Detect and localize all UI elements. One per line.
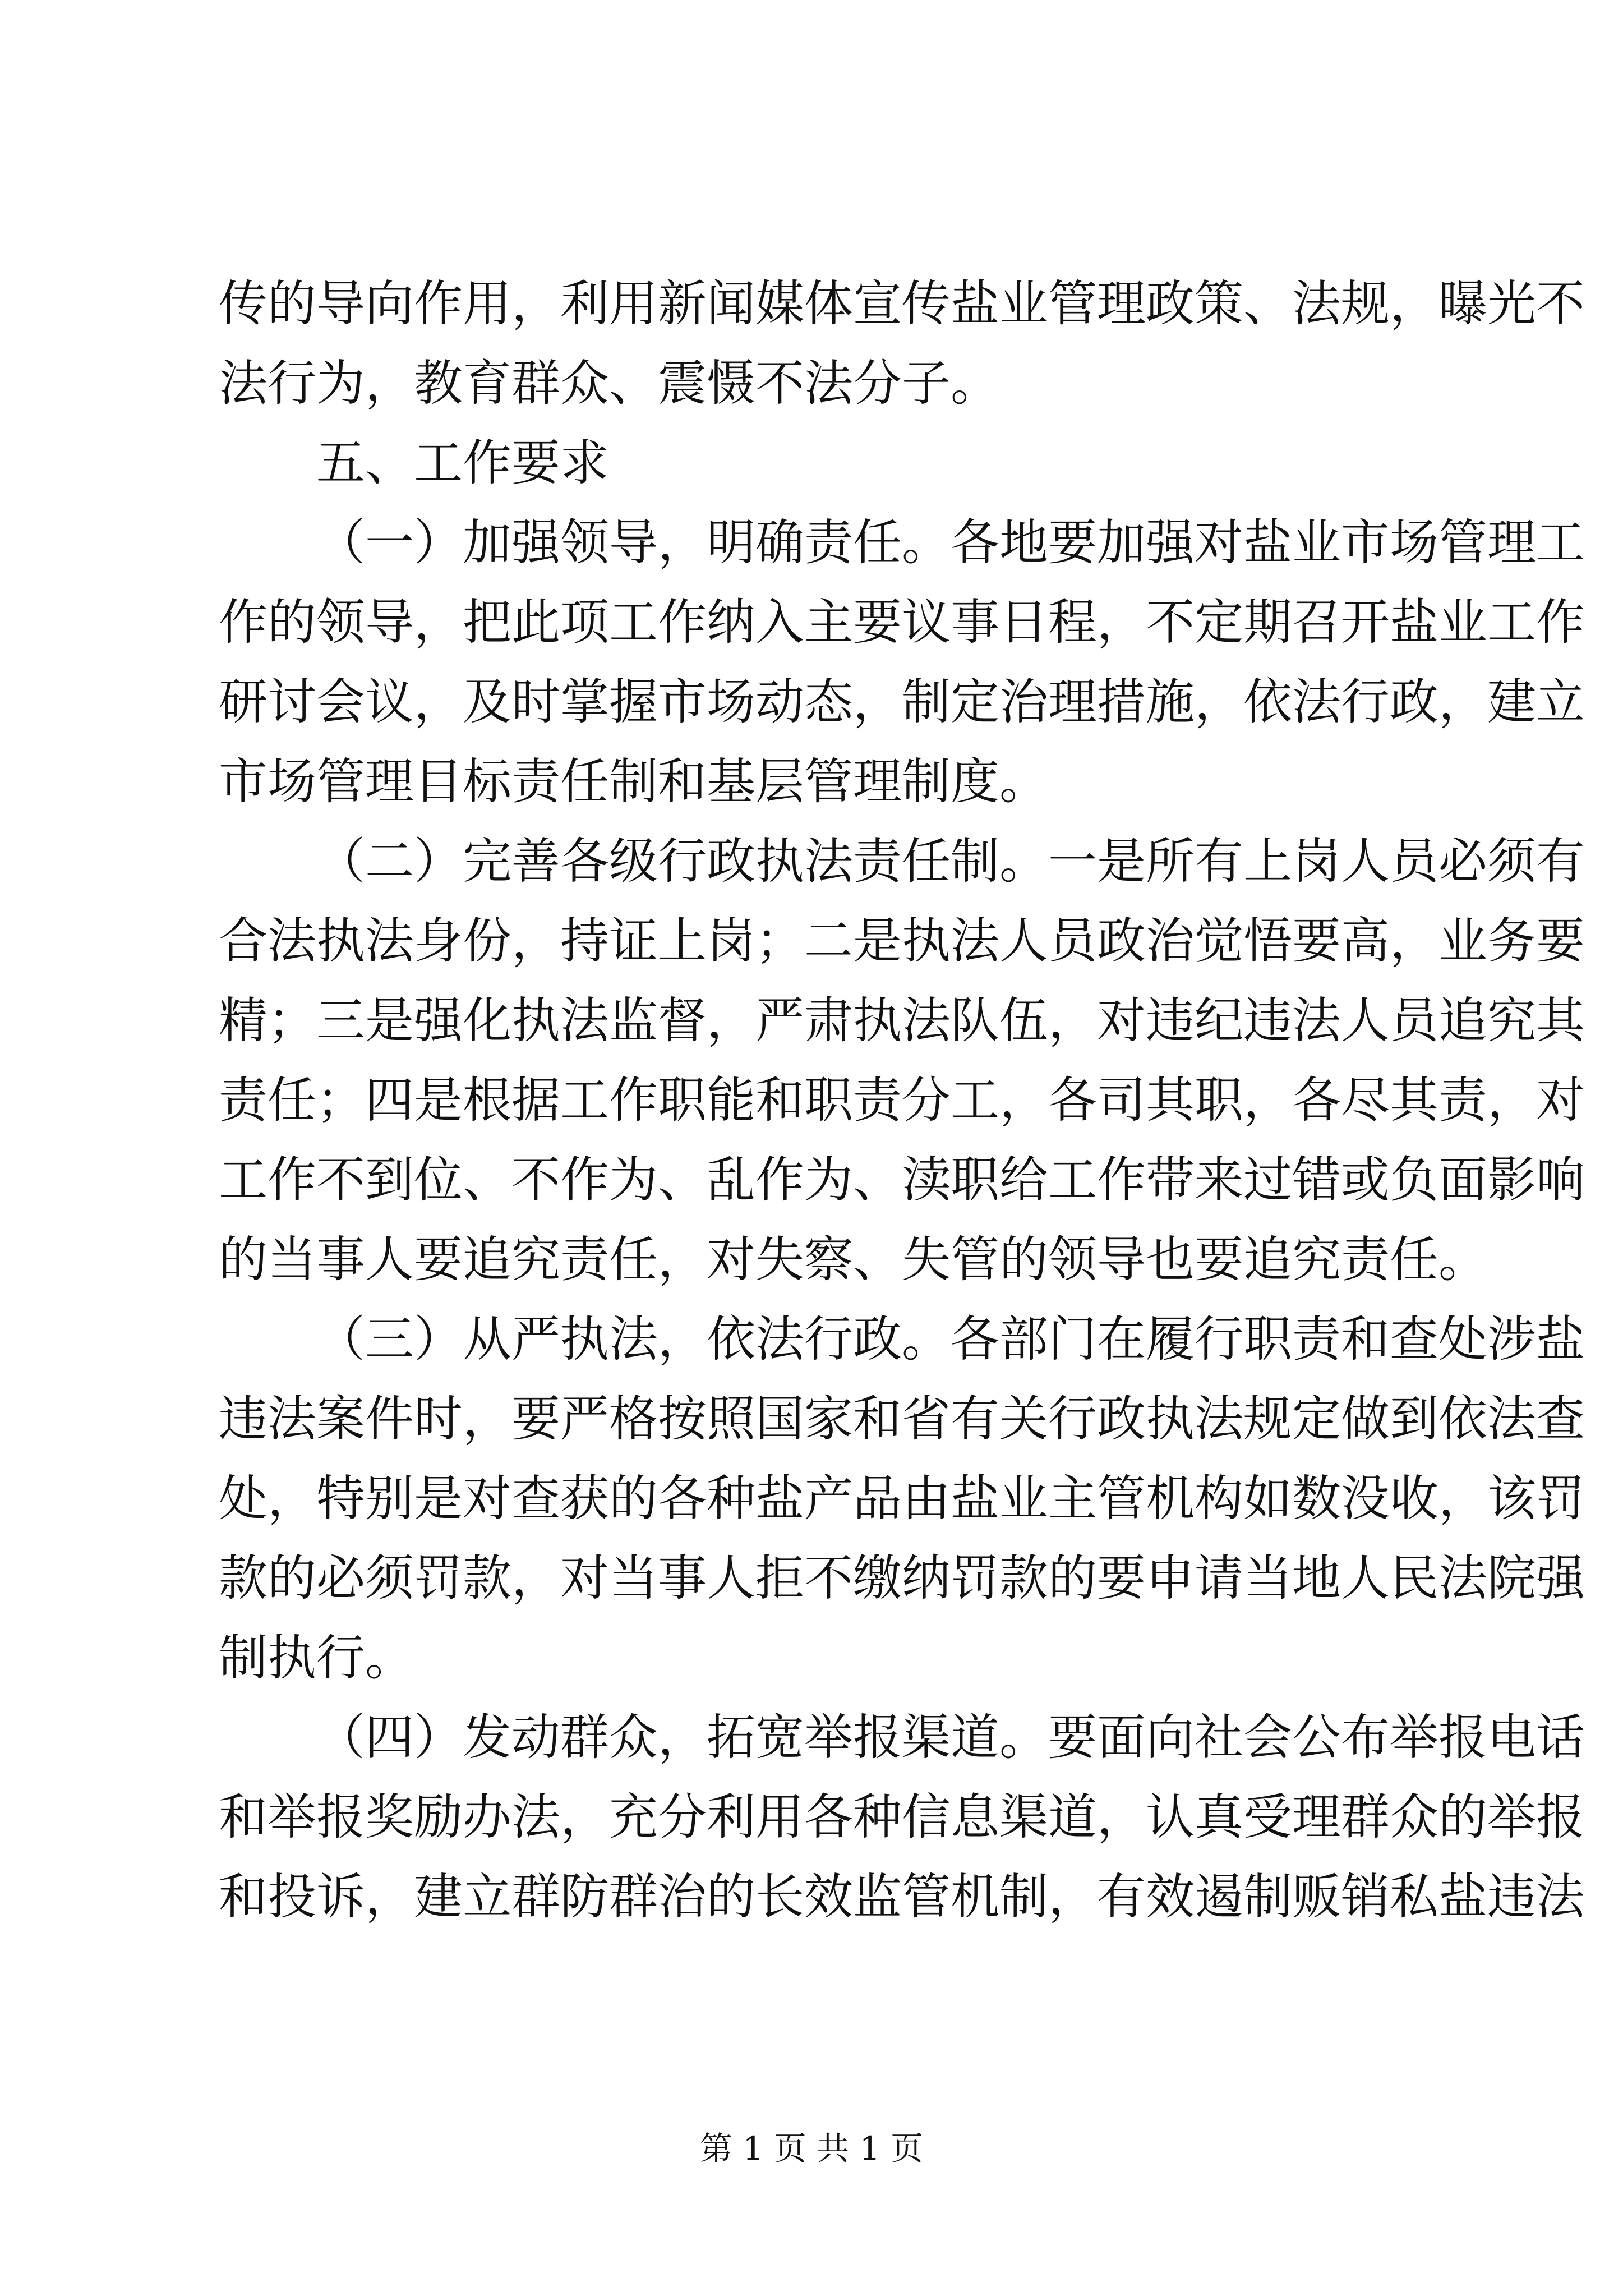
- text-line: 传的导向作用，利用新闻媒体宣传盐业管理政策、法规，曝光不: [219, 275, 1585, 332]
- text-line: 研讨会议，及时掌握市场动态，制定治理措施，依法行政，建立: [219, 673, 1585, 730]
- text-line: 制执行。: [219, 1629, 414, 1686]
- text-line: 精；三是强化执法监督，严肃执法队伍，对违纪违法人员追究其: [219, 992, 1585, 1049]
- section-heading: 五、工作要求: [316, 434, 609, 491]
- text-line: 和投诉，建立群防群治的长效监管机制，有效遏制贩销私盐违法: [219, 1868, 1585, 1925]
- document-body: [219, 264, 1585, 1936]
- text-line: （三）从严执法，依法行政。各部门在履行职责和查处涉盐: [316, 1310, 1585, 1368]
- text-line: 作的领导，把此项工作纳入主要议事日程，不定期召开盐业工作: [219, 593, 1585, 651]
- text-line: 法行为，教育群众、震慑不法分子。: [219, 355, 999, 412]
- text-line: 和举报奖励办法，充分利用各种信息渠道，认真受理群众的举报: [219, 1788, 1585, 1846]
- text-line: 的当事人要追究责任，对失察、失管的领导也要追究责任。: [219, 1231, 1487, 1288]
- text-line: 处，特别是对查获的各种盐产品由盐业主管机构如数没收，该罚: [219, 1470, 1585, 1527]
- text-line: 款的必须罚款，对当事人拒不缴纳罚款的要申请当地人民法院强: [219, 1549, 1585, 1607]
- text-line: 市场管理目标责任制和基层管理制度。: [219, 753, 1048, 810]
- text-line: 违法案件时，要严格按照国家和省有关行政执法规定做到依法查: [219, 1390, 1585, 1447]
- text-line: （四）发动群众，拓宽举报渠道。要面向社会公布举报电话: [316, 1709, 1585, 1766]
- text-line: （二）完善各级行政执法责任制。一是所有上岗人员必须有: [316, 832, 1585, 890]
- text-line: 工作不到位、不作为、乱作为、渎职给工作带来过错或负面影响: [219, 1151, 1585, 1208]
- text-line: 责任；四是根据工作职能和职责分工，各司其职，各尽其责，对: [219, 1071, 1585, 1129]
- text-line: （一）加强领导，明确责任。各地要加强对盐业市场管理工: [316, 514, 1585, 571]
- text-line: 合法执法身份，持证上岗；二是执法人员政治觉悟要高，业务要: [219, 912, 1585, 969]
- page-footer: 第 1 页 共 1 页: [700, 2129, 923, 2168]
